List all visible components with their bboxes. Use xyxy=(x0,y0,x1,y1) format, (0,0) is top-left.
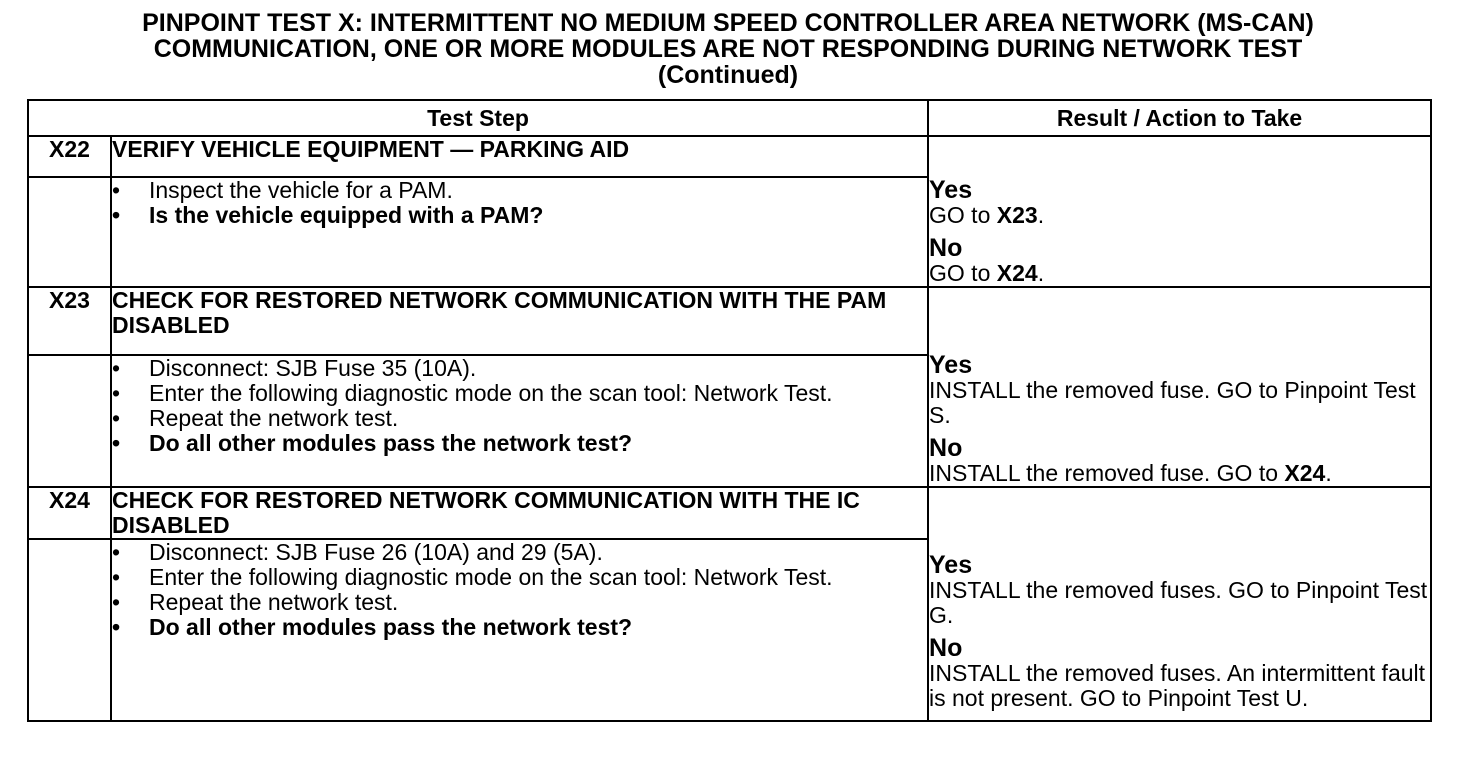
result-action: INSTALL the removed fuses. An intermittent fault is not present. GO to Pinpoint Test U. xyxy=(929,660,1426,711)
result-action: GO to X23. xyxy=(929,202,1045,228)
step-title: VERIFY VEHICLE EQUIPMENT — PARKING AID xyxy=(111,136,928,177)
step-title: CHECK FOR RESTORED NETWORK COMMUNICATION WITH THE IC DISABLED xyxy=(111,487,928,539)
result-answer: No xyxy=(929,634,963,662)
table-header-row xyxy=(28,100,1431,136)
pinpoint-test-table xyxy=(27,99,1432,722)
step-bullet: • Inspect the vehicle for a PAM. xyxy=(112,177,453,203)
result-action: GO to X24. xyxy=(929,260,1045,286)
step-bullet: • Enter the following diagnostic mode on the scan tool: Network Test. xyxy=(112,380,833,406)
step-title-row xyxy=(28,136,1431,177)
step-id-spacer xyxy=(28,539,111,721)
header-result-action: Result / Action to Take xyxy=(928,100,1431,136)
step-title-row xyxy=(28,287,1431,355)
result-answer: No xyxy=(929,234,963,262)
step-bullet: • Disconnect: SJB Fuse 35 (10A). xyxy=(112,355,477,381)
result-answer: No xyxy=(929,434,963,462)
result-cell xyxy=(928,287,1431,487)
result-action: INSTALL the removed fuse. GO to X24. xyxy=(929,460,1332,486)
step-title-row xyxy=(28,487,1431,539)
step-title: CHECK FOR RESTORED NETWORK COMMUNICATION WITH THE PAM DISABLED xyxy=(111,287,928,355)
step-bullet: • Enter the following diagnostic mode on the scan tool: Network Test. xyxy=(112,564,833,590)
step-question: • Do all other modules pass the network test? xyxy=(112,614,633,640)
step-body xyxy=(111,355,928,487)
step-id: X22 xyxy=(28,136,111,177)
step-question: • Is the vehicle equipped with a PAM? xyxy=(112,202,544,228)
step-question: • Do all other modules pass the network test? xyxy=(112,430,633,456)
result-action: INSTALL the removed fuse. GO to Pinpoint Test S. xyxy=(929,377,1416,428)
step-bullet: • Repeat the network test. xyxy=(112,589,399,615)
result-cell xyxy=(928,487,1431,721)
header-test-step: Test Step xyxy=(28,100,928,136)
step-id: X24 xyxy=(28,487,111,539)
page-title-line-2: COMMUNICATION, ONE OR MORE MODULES ARE NOT RESPONDING DURING NETWORK TEST xyxy=(153,35,1303,63)
result-answer: Yes xyxy=(929,551,973,579)
step-bullet: • Repeat the network test. xyxy=(112,405,399,431)
page-title-line-1: PINPOINT TEST X: INTERMITTENT NO MEDIUM SPEED CONTROLLER AREA NETWORK (MS-CAN) xyxy=(142,9,1314,37)
step-id: X23 xyxy=(28,287,111,355)
step-body xyxy=(111,177,928,287)
step-id-spacer xyxy=(28,355,111,487)
step-body xyxy=(111,539,928,721)
step-id-spacer xyxy=(28,177,111,287)
result-answer: Yes xyxy=(929,351,973,379)
step-bullet: • Disconnect: SJB Fuse 26 (10A) and 29 (5A). xyxy=(112,539,603,565)
result-cell xyxy=(928,136,1431,287)
result-action: INSTALL the removed fuses. GO to Pinpoint Test G. xyxy=(929,577,1428,628)
page-title-line-3: (Continued) xyxy=(657,61,799,89)
result-answer: Yes xyxy=(929,176,973,204)
page-title xyxy=(0,10,1456,88)
